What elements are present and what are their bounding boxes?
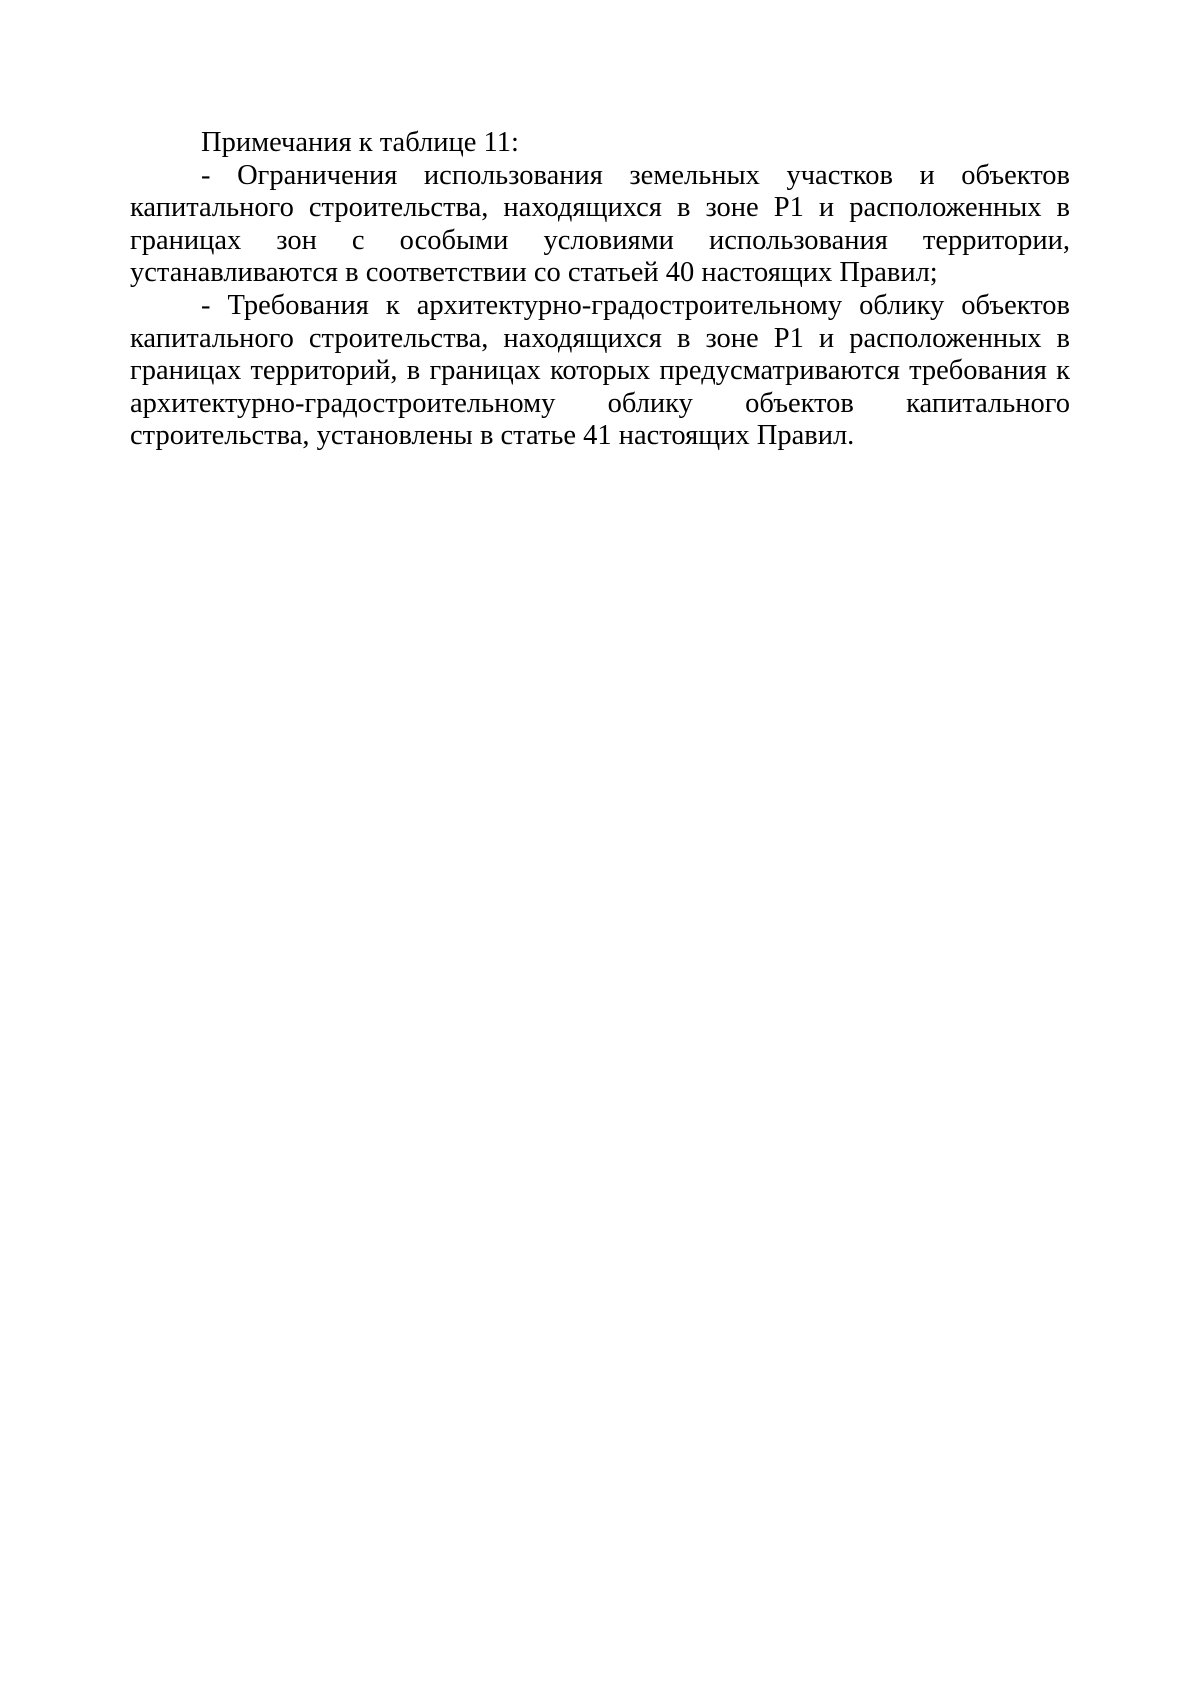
note-paragraph-restrictions: - Ограничения использования земельных участков и объектов капитального строительства, находящихся в зоне Р1 и расположенных в границах зон с особыми условиями использования территории, устанавливаются в соответствии со статьей 40 настоящих Правил;: [130, 159, 1070, 289]
note-paragraph-requirements: - Требования к архитектурно-градостроительному облику объектов капитального строительства, находящихся в зоне Р1 и расположенных в границах территорий, в границах которых предусматриваются требования к архитектурно-градостроительному облику объектов капитального строительства, установлены в статье 41 настоящих Правил.: [130, 289, 1070, 452]
notes-block: [130, 127, 1070, 453]
notes-heading: Примечания к таблице 11:: [201, 127, 519, 158]
